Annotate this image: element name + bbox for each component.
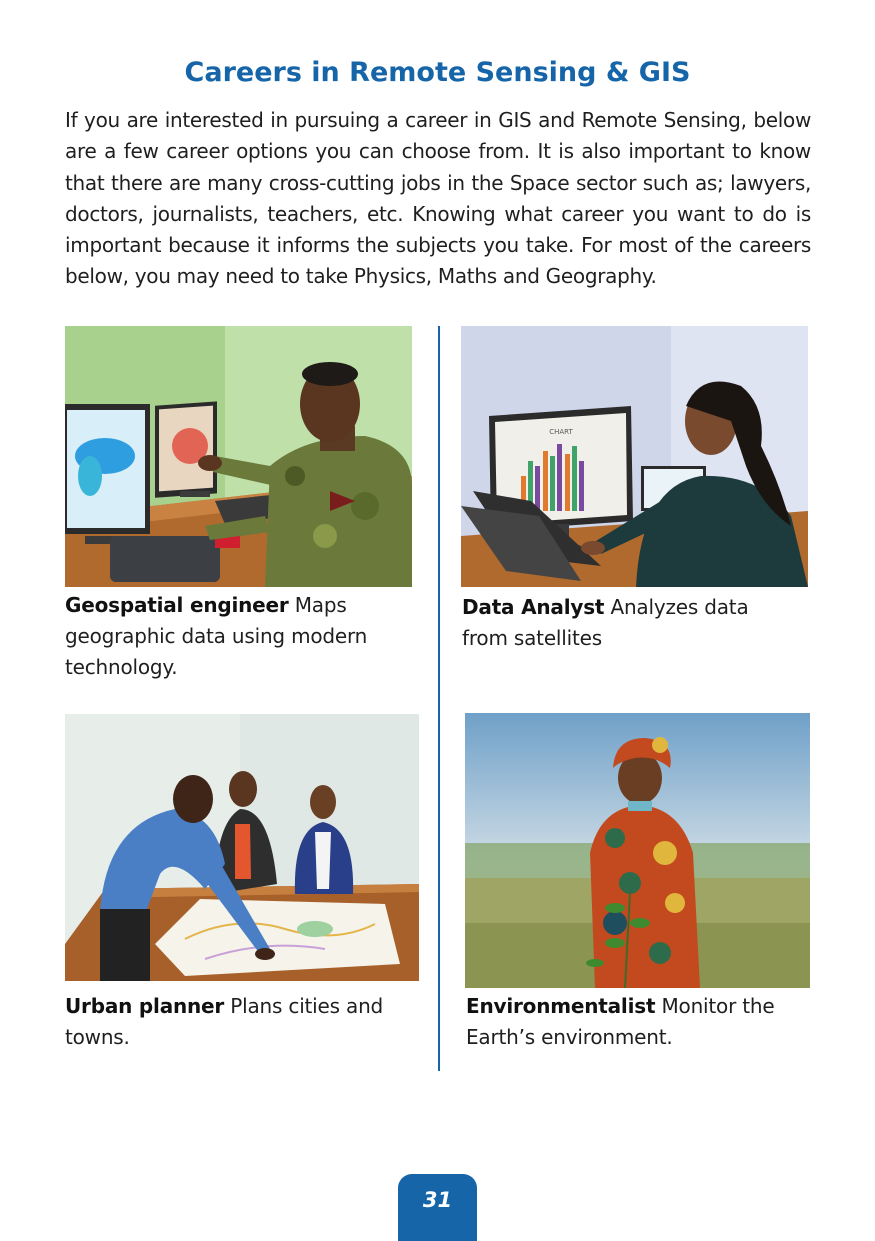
career-description: Maps geographic data using modern technology. [65, 593, 368, 679]
page-number [398, 1174, 477, 1241]
career-description: Analyzes data from satellites [462, 595, 749, 650]
geospatial-engineer-caption [65, 590, 395, 683]
career-title: Urban planner [65, 994, 225, 1018]
data-analyst-caption [462, 592, 792, 654]
environmentalist-illustration [465, 713, 810, 988]
urban-planner-caption [65, 991, 420, 1053]
data-analyst-illustration [461, 326, 808, 587]
career-description: Plans cities and towns. [65, 994, 384, 1049]
career-title: Environmentalist [466, 994, 656, 1018]
geospatial-engineer-illustration [65, 326, 412, 587]
career-description: Monitor the Earth’s environment. [466, 994, 775, 1049]
intro-paragraph: If you are interested in pursuing a career in GIS and Remote Sensing, below are a few career options you can choose from. It is also important to know that there are many cross-cutting jobs in the Space sector such as; lawyers, doctors, journalists, teachers, etc. Knowing what career you want to do is important because it informs the subjects you take. For most of the careers below, you may need to take Physics, Maths and Geography. [65, 108, 811, 289]
environmentalist-caption [466, 991, 816, 1053]
page-title: Careers in Remote Sensing & GIS [184, 57, 691, 88]
career-title: Geospatial engineer [65, 593, 289, 617]
urban-planner-illustration [65, 714, 419, 981]
page-number-label: 31 [422, 1188, 453, 1212]
career-title: Data Analyst [462, 595, 605, 619]
chart-heading: CHART [549, 428, 573, 436]
column-divider [438, 326, 440, 1071]
